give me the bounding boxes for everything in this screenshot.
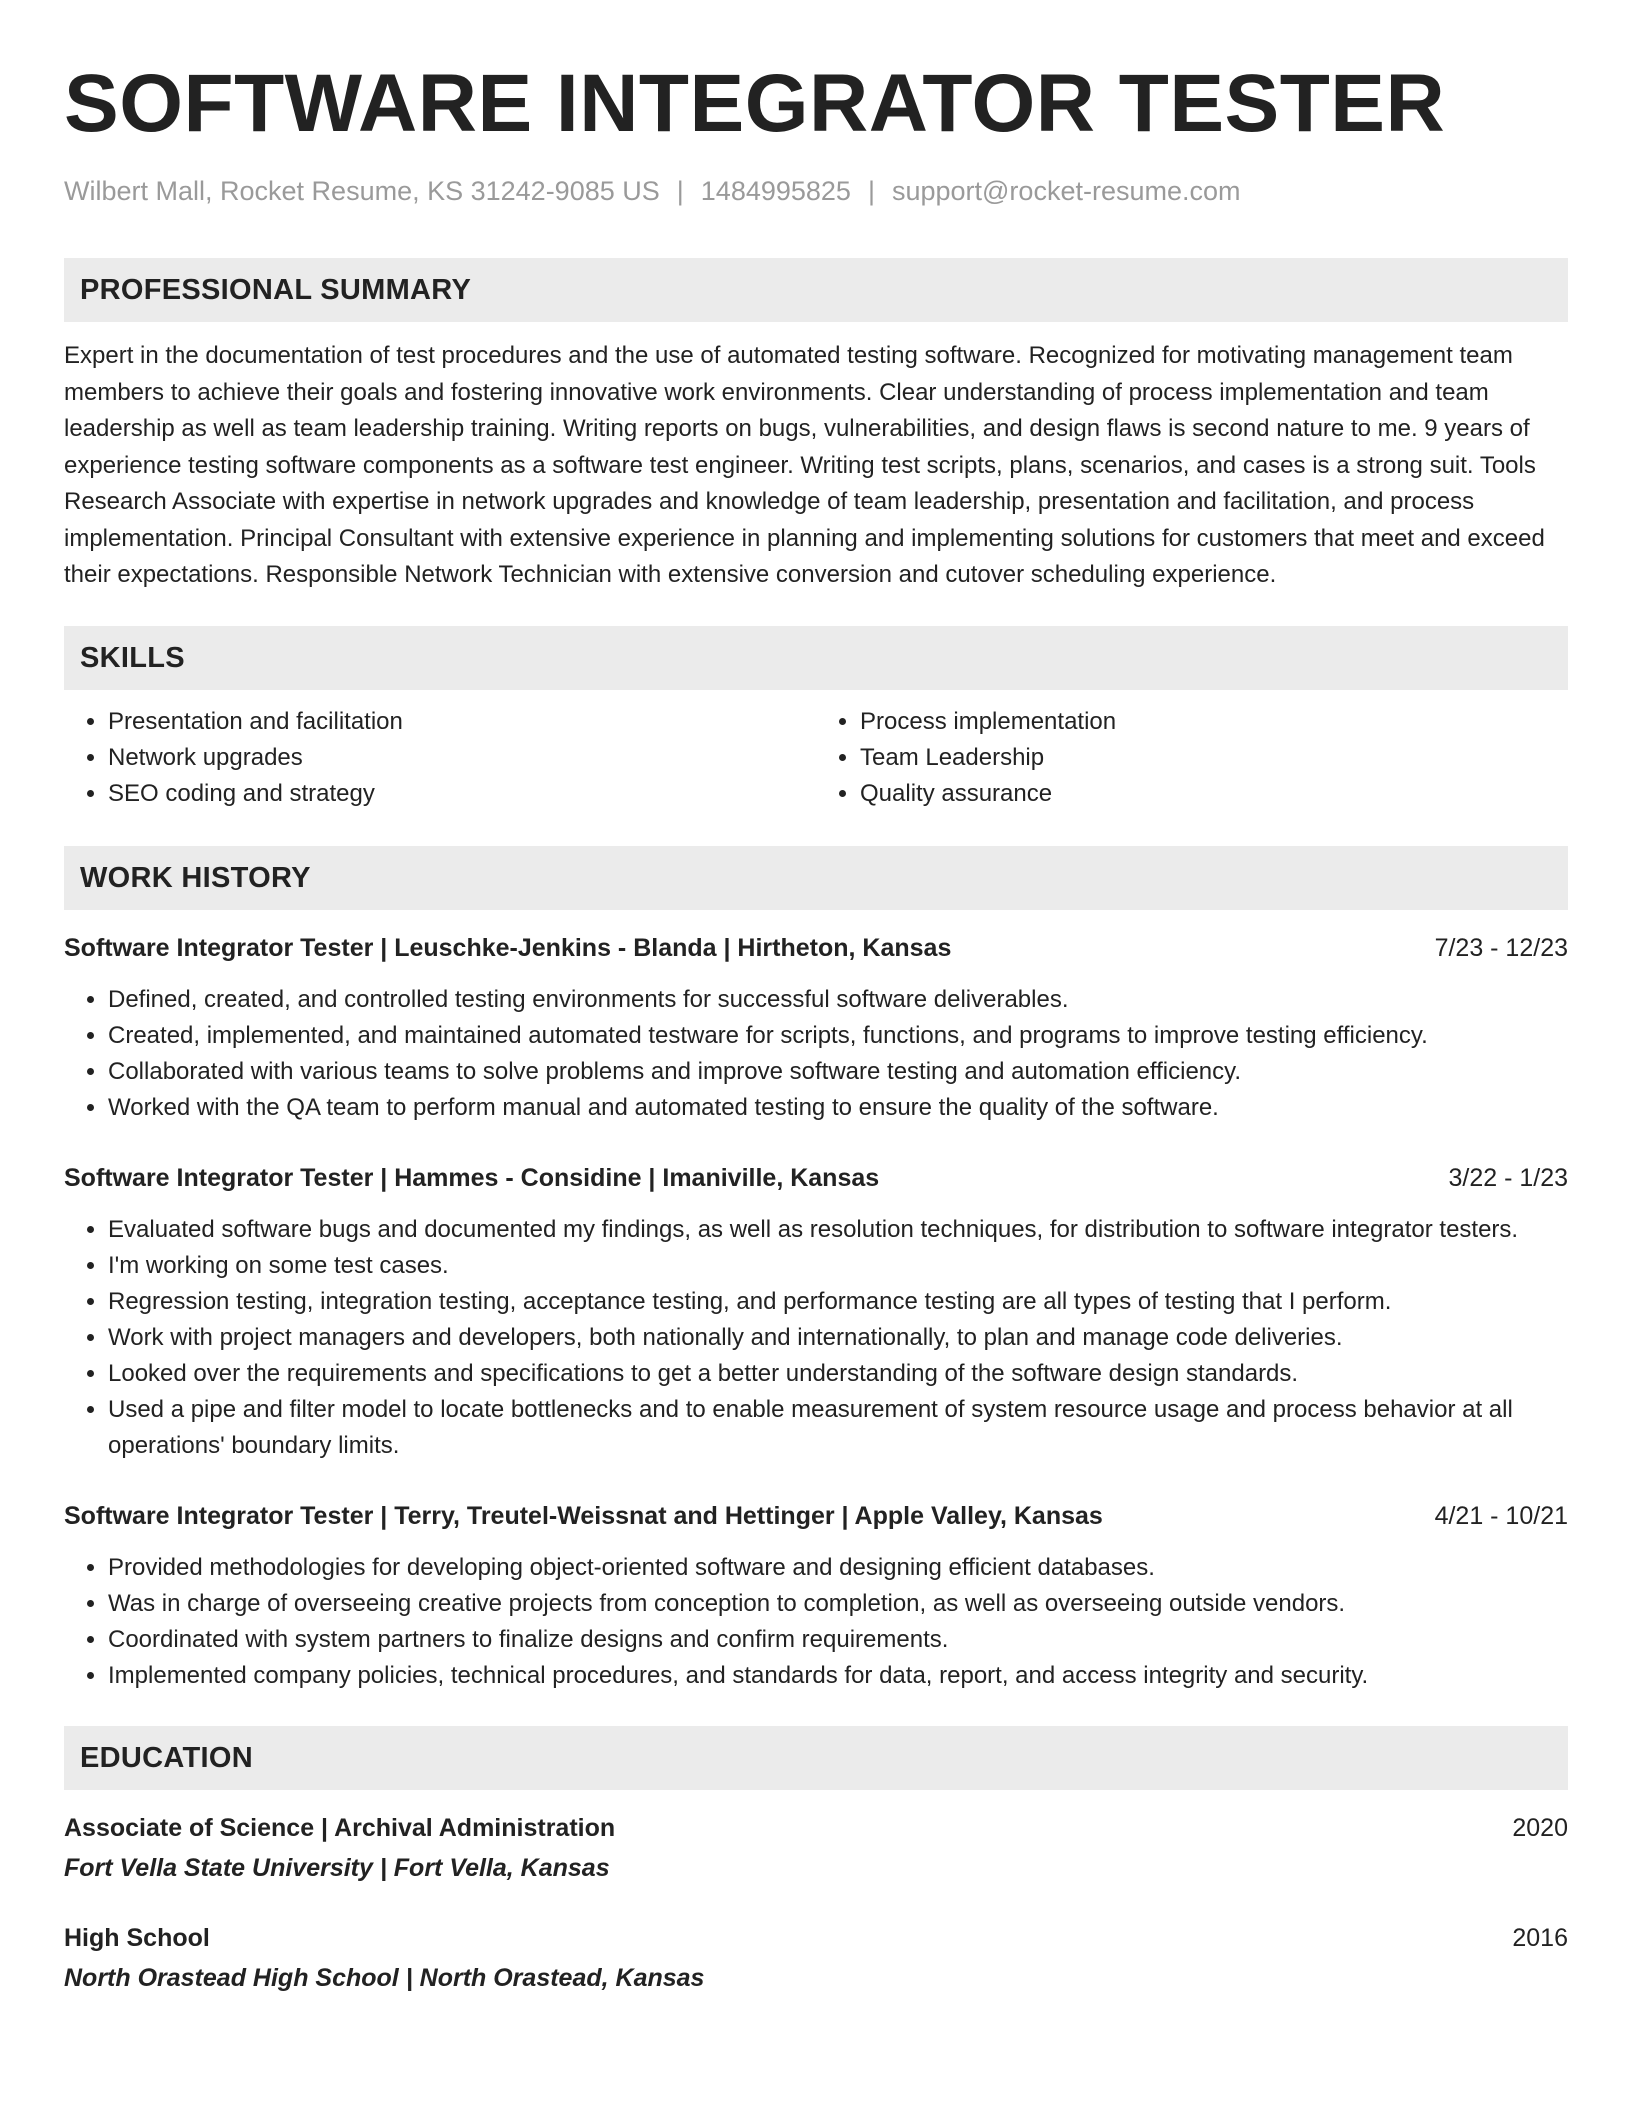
job-entry: [64, 1160, 1568, 1464]
contact-phone: 1484995825: [700, 176, 851, 206]
job-bullet: • Evaluated software bugs and documented my findings, as well as resolution techniques, for distribution to software integrator testers.: [108, 1212, 1568, 1248]
skill-item: • SEO coding and strategy: [108, 776, 816, 812]
job-bullet: • Looked over the requirements and specifications to get a better understanding of the software design standards.: [108, 1356, 1568, 1392]
job-bullet: • Coordinated with system partners to finalize designs and confirm requirements.: [108, 1622, 1568, 1658]
contact-separator: |: [676, 176, 684, 206]
contact-email: support@rocket-resume.com: [891, 176, 1241, 206]
education-header: [64, 1920, 1568, 1956]
education-header: [64, 1810, 1568, 1846]
job-header: [64, 1160, 1568, 1196]
job-dates: 3/22 - 1/23: [1448, 1163, 1568, 1192]
job-bullet: • Provided methodologies for developing object-oriented software and designing efficient databases.: [108, 1550, 1568, 1586]
skill-item: • Team Leadership: [860, 740, 1568, 776]
job-title: Software Integrator Tester | Terry, Treutel-Weissnat and Hettinger | Apple Valley, Kansas: [64, 1501, 1103, 1530]
job-dates: 7/23 - 12/23: [1434, 933, 1568, 962]
job-bullets: [64, 982, 1568, 1126]
job-bullet: • Regression testing, integration testing, acceptance testing, and performance testing are all types of testing that I perform.: [108, 1284, 1568, 1320]
skills-column-left: [64, 704, 816, 812]
section-heading-education: EDUCATION: [64, 1726, 1568, 1790]
education-entry: [64, 1810, 1568, 1886]
job-bullet: • I'm working on some test cases.: [108, 1248, 1568, 1284]
job-bullet: • Collaborated with various teams to solve problems and improve software testing and automation efficiency.: [108, 1054, 1568, 1090]
job-bullets: [64, 1212, 1568, 1464]
job-bullet: • Work with project managers and developers, both nationally and internationally, to plan and manage code deliveries.: [108, 1320, 1568, 1356]
job-title: Software Integrator Tester | Hammes - Considine | Imaniville, Kansas: [64, 1163, 880, 1192]
job-bullet: • Worked with the QA team to perform manual and automated testing to ensure the quality of the software.: [108, 1090, 1568, 1126]
education-school: Fort Vella State University | Fort Vella, Kansas: [64, 1853, 610, 1882]
job-entry: [64, 930, 1568, 1126]
job-bullets: [64, 1550, 1568, 1694]
job-title: Software Integrator Tester | Leuschke-Jenkins - Blanda | Hirtheton, Kansas: [64, 933, 952, 962]
education-degree: Associate of Science | Archival Administration: [64, 1813, 616, 1842]
education-year: 2016: [1512, 1923, 1568, 1952]
job-header: [64, 930, 1568, 966]
job-bullet: • Was in charge of overseeing creative projects from conception to completion, as well as overseeing outside vendors.: [108, 1586, 1568, 1622]
skill-item: • Quality assurance: [860, 776, 1568, 812]
summary-text: Expert in the documentation of test procedures and the use of automated testing software. Recognized for motivating management team members to achieve their goals and fostering innovative work environments. Clear understanding of process implementation and team leadership as well as team leadership training. Writing reports on bugs, vulnerabilities, and design flaws is second nature to me. 9 years of experience testing software components as a software test engineer. Writing test scripts, plans, scenarios, and cases is a strong suit. Tools Research Associate with expertise in network upgrades and knowledge of team leadership, presentation and facilitation, and process implementation. Principal Consultant with extensive experience in planning and implementing solutions for customers that meet and exceed their expectations. Responsible Network Technician with extensive conversion and cutover scheduling experience.: [64, 342, 1545, 588]
section-heading-skills: SKILLS: [64, 626, 1568, 690]
job-entry: [64, 1498, 1568, 1694]
section-heading-work-history: WORK HISTORY: [64, 846, 1568, 910]
resume-title: SOFTWARE INTEGRATOR TESTER: [64, 58, 1446, 149]
contact-address: Wilbert Mall, Rocket Resume, KS 31242-9085 US: [64, 176, 660, 206]
job-bullet: • Created, implemented, and maintained automated testware for scripts, functions, and programs to improve testing efficiency.: [108, 1018, 1568, 1054]
skills-column-right: [816, 704, 1568, 812]
education-entry: [64, 1920, 1568, 1996]
job-bullet: • Used a pipe and filter model to locate bottlenecks and to enable measurement of system resource usage and process behavior at all operations' boundary limits.: [108, 1392, 1568, 1464]
skills-list: [64, 704, 1568, 812]
skill-item: • Network upgrades: [108, 740, 816, 776]
skill-item: • Presentation and facilitation: [108, 704, 816, 740]
job-bullet: • Implemented company policies, technical procedures, and standards for data, report, and access integrity and security.: [108, 1658, 1568, 1694]
education-school: North Orastead High School | North Orastead, Kansas: [64, 1963, 705, 1992]
job-dates: 4/21 - 10/21: [1434, 1501, 1568, 1530]
contact-line: [64, 174, 1568, 208]
section-heading-summary: PROFESSIONAL SUMMARY: [64, 258, 1568, 322]
skill-item: • Process implementation: [860, 704, 1568, 740]
job-header: [64, 1498, 1568, 1534]
education-degree: High School: [64, 1923, 210, 1952]
contact-separator: |: [867, 176, 875, 206]
education-year: 2020: [1512, 1813, 1568, 1842]
job-bullet: • Defined, created, and controlled testing environments for successful software deliverables.: [108, 982, 1568, 1018]
